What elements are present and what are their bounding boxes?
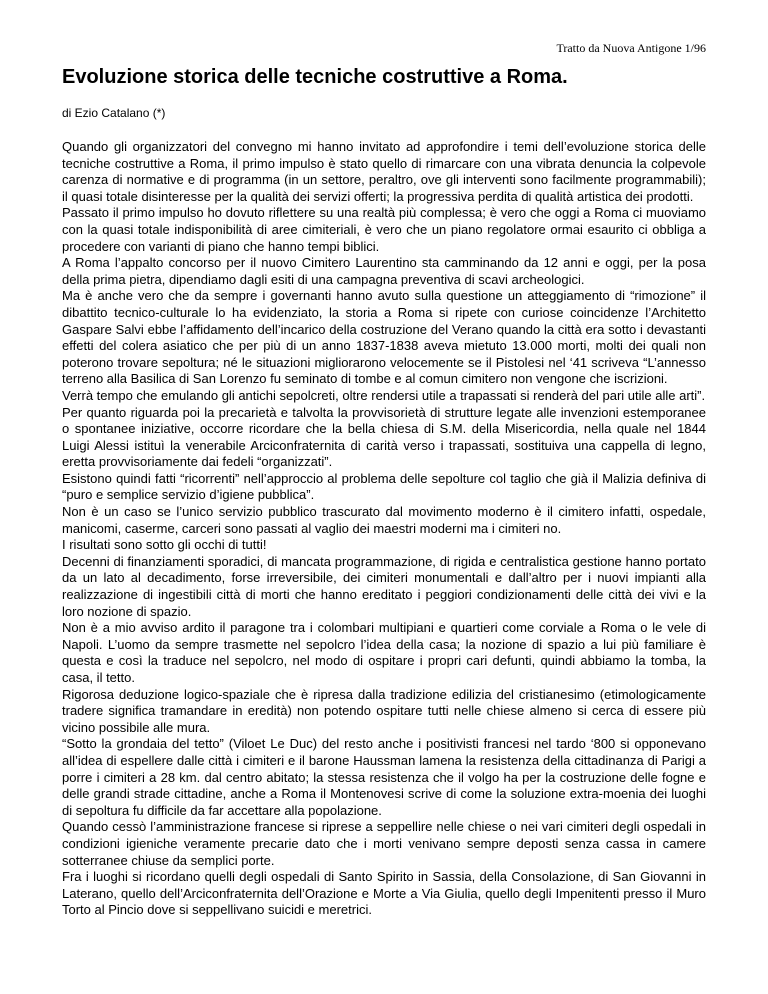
paragraph: Per quanto riguarda poi la precarietà e talvolta la provvisorietà di strutture legate alle invenzioni estemporanee o spontanee iniziative, occorre ricordare che la bella chiesa di S.M. della Misericordia, nella quale nel 1844 Luigi Alessi istituì la venerabile Arciconfraternita di carità verso i trapassati, sostituiva una cappella di legno, eretta provvisoriamente dai fedeli “organizzati”. bbox=[62, 404, 706, 470]
paragraph: Non è a mio avviso ardito il paragone tra i colombari multipiani e quartieri come corviale a Roma o le vele di Napoli. L’uomo da sempre trasmette nel sepolcro l’idea della casa; la nozione di spazio a lui più familiare è questa e così la traduce nel sepolcro, nel modo di ospitare i propri cari defunti, quindi abbiamo la tomba, la casa, il tetto. bbox=[62, 620, 706, 685]
paragraph: Decenni di finanziamenti sporadici, di mancata programmazione, di rigida e centralistica gestione hanno portato da un lato al decadimento, forse irreversibile, dei cimiteri monumentali e dall’altro per i nuovi impianti alla realizzazione di ingestibili città di morti che hanno ereditato i peggiori condizionamenti delle città dei vivi e la loro nozione di spazio. bbox=[62, 553, 706, 619]
paragraph: Quando gli organizzatori del convegno mi hanno invitato ad approfondire i temi dell’evoluzione storica delle tecniche costruttive a Roma, il primo impulso è stato quello di rimarcare con una vibrata denuncia la colpevole carenza di normative e di programma (in un settore, peraltro, ove gli interventi sono facilmente programmabili); il quasi totale disinteresse per la qualità dei servizi offerti; la progressiva perdita di qualità artistica dei prodotti. bbox=[62, 139, 706, 204]
paragraph: Fra i luoghi si ricordano quelli degli ospedali di Santo Spirito in Sassia, della Consolazione, di San Giovanni in Laterano, quello dell’Arciconfraternita dell’Orazione e Morte a Via Giulia, quello degli Impenitenti presso il Muro Torto al Pincio dove si seppellivano suicidi e meretrici. bbox=[62, 869, 706, 918]
paragraph: Esistono quindi fatti “ricorrenti” nell’approccio al problema delle sepolture col taglio che già il Malizia definiva di “puro e semplice servizio d’igiene pubblica”. bbox=[62, 470, 706, 503]
paragraph: Rigorosa deduzione logico-spaziale che è ripresa dalla tradizione edilizia del cristianesimo (etimologicamente tradere significa tramandare in eredità) non potendo ospitare tutti nelle chiese almeno si cerca di essere più vicino possibile alle mura. bbox=[62, 686, 706, 735]
paragraph: “Sotto la grondaia del tetto” (Viloet Le Duc) del resto anche i positivisti francesi nel tardo ‘800 si opponevano all’idea di espellere dalle città i cimiteri e il barone Haussman lamena la resistenza della cittadinanza di Parigi a porre i cimiteri a 28 km. dal centro abitato; la stessa resistenza che il volgo ha per la costruzione delle fogne e delle grandi strade cittadine, anche a Roma il Montenovesi scrive di come la soluzione extra-moenia dei luoghi di sepoltura fu difficile da far accettare alla popolazione. bbox=[62, 736, 706, 818]
paragraph: Non è un caso se l’unico servizio pubblico trascurato dal movimento moderno è il cimitero infatti, ospedale, manicomi, caserme, carceri sono passati al vaglio dei maestri moderni ma i cimiteri no. bbox=[62, 504, 706, 536]
article-byline: di Ezio Catalano (*) bbox=[62, 106, 166, 120]
source-note: Tratto da Nuova Antigone 1/96 bbox=[556, 41, 706, 55]
paragraph: Ma è anche vero che da sempre i governanti hanno avuto sulla questione un atteggiamento di “rimozione” il dibattito tecnico-culturale lo ha evidenziato, la storia a Roma si ripete con curiose coincidenze l’Architetto Gaspare Salvi ebbe l’affidamento dell’incarico della costruzione del Verano quando la città era sotto i devastanti effetti del colera asiatico che per più di un anno 1837-1838 aveva mietuto 13.000 morti, molti dei quali non poterono trovare sepoltura; né le situazioni migliorarono velocemente se il Pistolesi nel ‘41 scriveva “L’annesso terreno alla Basilica di San Lorenzo fu seminato di tombe e al comun cimitero non vengone che iscrizioni. bbox=[62, 288, 706, 387]
paragraph: A Roma l’appalto concorso per il nuovo Cimitero Laurentino sta camminando da 12 anni e oggi, per la posa della prima pietra, dipendiamo dagli esiti di una campagna preventiva di scavi archeologici. bbox=[62, 255, 706, 287]
paragraph: Passato il primo impulso ho dovuto riflettere su una realtà più complessa; è vero che oggi a Roma ci muoviamo con la quasi totale indisponibilità di aree cimiteriali, è vero che un piano regolatore ormai esaurito ci obbliga a procedere con varianti di piano che hanno tempi biblici. bbox=[62, 205, 706, 254]
paragraph: Verrà tempo che emulando gli antichi sepolcreti, oltre rendersi utile a trapassati si renderà del pari utile alle arti”. bbox=[62, 387, 706, 403]
article-body bbox=[62, 139, 706, 919]
paragraph: Quando cessò l’amministrazione francese si riprese a seppellire nelle chiese o nei vari cimiteri degli ospedali in condizioni igieniche veramente precarie dato che i morti venivano sempre deposti senza cassa in camere sotterranee chiuse da semplici porte. bbox=[62, 819, 706, 868]
paragraph: I risultati sono sotto gli occhi di tutti! bbox=[62, 537, 267, 553]
article-title: Evoluzione storica delle tecniche costruttive a Roma. bbox=[62, 66, 568, 88]
